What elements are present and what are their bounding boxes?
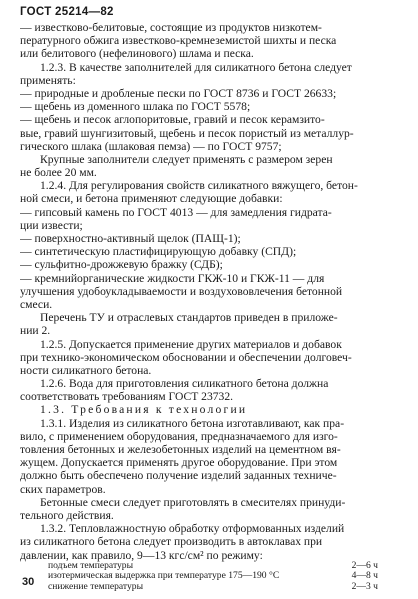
- text-line: — природные и дробленые пески по ГОСТ 8736 и ГОСТ 26633;: [20, 86, 337, 100]
- text-line: давлении, как правило, 9—13 кгс/см² по режиму:: [20, 548, 263, 562]
- text-line: 1.3.1. Изделия из силикатного бетона изготавливают, как пра-: [40, 416, 345, 430]
- text-line: соответствовать требованиям ГОСТ 23732.: [20, 390, 234, 404]
- regime-label: подъем температуры: [48, 560, 134, 571]
- text-line: товления бетонных и железобетонных изделий на цементном вя-: [20, 443, 341, 456]
- regime-row: [48, 582, 378, 592]
- text-line: — синтетическую пластифицирующую добавку (СПД);: [20, 245, 297, 259]
- text-line: 1.2.6. Вода для приготовления силикатного бетона должна: [40, 377, 329, 391]
- regime-value: 2—6 ч: [351, 560, 378, 571]
- text-line: — щебень и песок аглопоритовые, гравий и песок керамзито-: [20, 113, 325, 127]
- text-line: ции извести;: [20, 218, 83, 232]
- text-line: вило, с применением оборудования, предназначаемого для изго-: [20, 429, 338, 443]
- text-line: — щебень из доменного шлака по ГОСТ 5578;: [20, 100, 251, 114]
- text-line: тельного действия.: [20, 508, 114, 522]
- regime-label: изотермическая выдержка при температуре 175—190 °С: [48, 570, 280, 582]
- section-heading: 1.3. Требования к технологии: [40, 403, 248, 417]
- text-line: или белитового (нефелинового) шлама и песка.: [20, 47, 254, 61]
- text-line: ности силикатного бетона.: [20, 363, 152, 377]
- text-line: 1.2.3. В качестве заполнителей для силикатного бетона следует: [40, 60, 352, 74]
- text-line: 1.2.4. Для регулирования свойств силикатного вяжущего, бетон-: [40, 179, 358, 193]
- text-line: ной смеси, и бетона применяют следующие добавки:: [20, 192, 283, 206]
- regime-value: 2—3 ч: [351, 580, 378, 592]
- body-text: [20, 21, 404, 562]
- text-line: применять:: [20, 73, 76, 87]
- text-line: жущем. Допускается применять другое оборудование. При этом: [20, 456, 338, 470]
- text-line: улучшения удобоукладываемости и воздухововлечения бетонной: [20, 284, 343, 298]
- text-line: из силикатного бетона следует производить в автоклавах при: [20, 535, 323, 549]
- page-number: 30: [22, 576, 35, 588]
- text-line: — кремнийорганические жидкости ГКЖ-10 и ГКЖ-11 — для: [20, 271, 325, 285]
- text-line: смеси.: [20, 297, 53, 311]
- text-line: гического шлака (шлаковая пемза) — по ГОСТ 9757;: [20, 139, 282, 153]
- text-line: при технико-экономическом обосновании и обеспечении долговеч-: [20, 350, 352, 364]
- text-line: должно быть обеспечено получение изделий заданных техниче-: [20, 469, 337, 483]
- text-line: Крупные заполнители следует применять с размером зерен: [40, 152, 333, 166]
- text-line: вые, гравий шунгизитовый, щебень и песок пористый из металлур-: [20, 126, 354, 140]
- text-line: Бетонные смеси следует приготовлять в смесителях принуди-: [40, 495, 346, 509]
- text-line: ских параметров.: [20, 482, 106, 496]
- text-line: — поверхностно-активный щелок (ПАЩ-1);: [20, 232, 241, 245]
- regime-value: 4—8 ч: [351, 570, 378, 582]
- text-line: не более 20 мм.: [20, 166, 97, 180]
- page-header: ГОСТ 25214—82: [20, 6, 114, 18]
- autoclave-regime-table: [48, 561, 378, 592]
- text-line: 1.3.2. Тепловлажностную обработку отформованных изделий: [40, 522, 345, 536]
- regime-label: снижение температуры: [48, 580, 144, 592]
- text-line: 1.2.5. Допускается применение других материалов и добавок: [40, 337, 342, 351]
- text-line: нии 2.: [20, 324, 51, 338]
- text-line: Перечень ТУ и отраслевых стандартов приведен в приложе-: [40, 311, 338, 325]
- text-line: — гипсовый камень по ГОСТ 4013 — для замедления гидрата-: [20, 205, 332, 219]
- text-line: пературного обжига известково-кремнеземистой шихты и песка: [20, 34, 337, 48]
- text-line: — сульфитно-дрожжевую бражку (СДБ);: [20, 258, 223, 272]
- text-line: — известково-белитовые, состоящие из продуктов низкотем-: [20, 21, 322, 34]
